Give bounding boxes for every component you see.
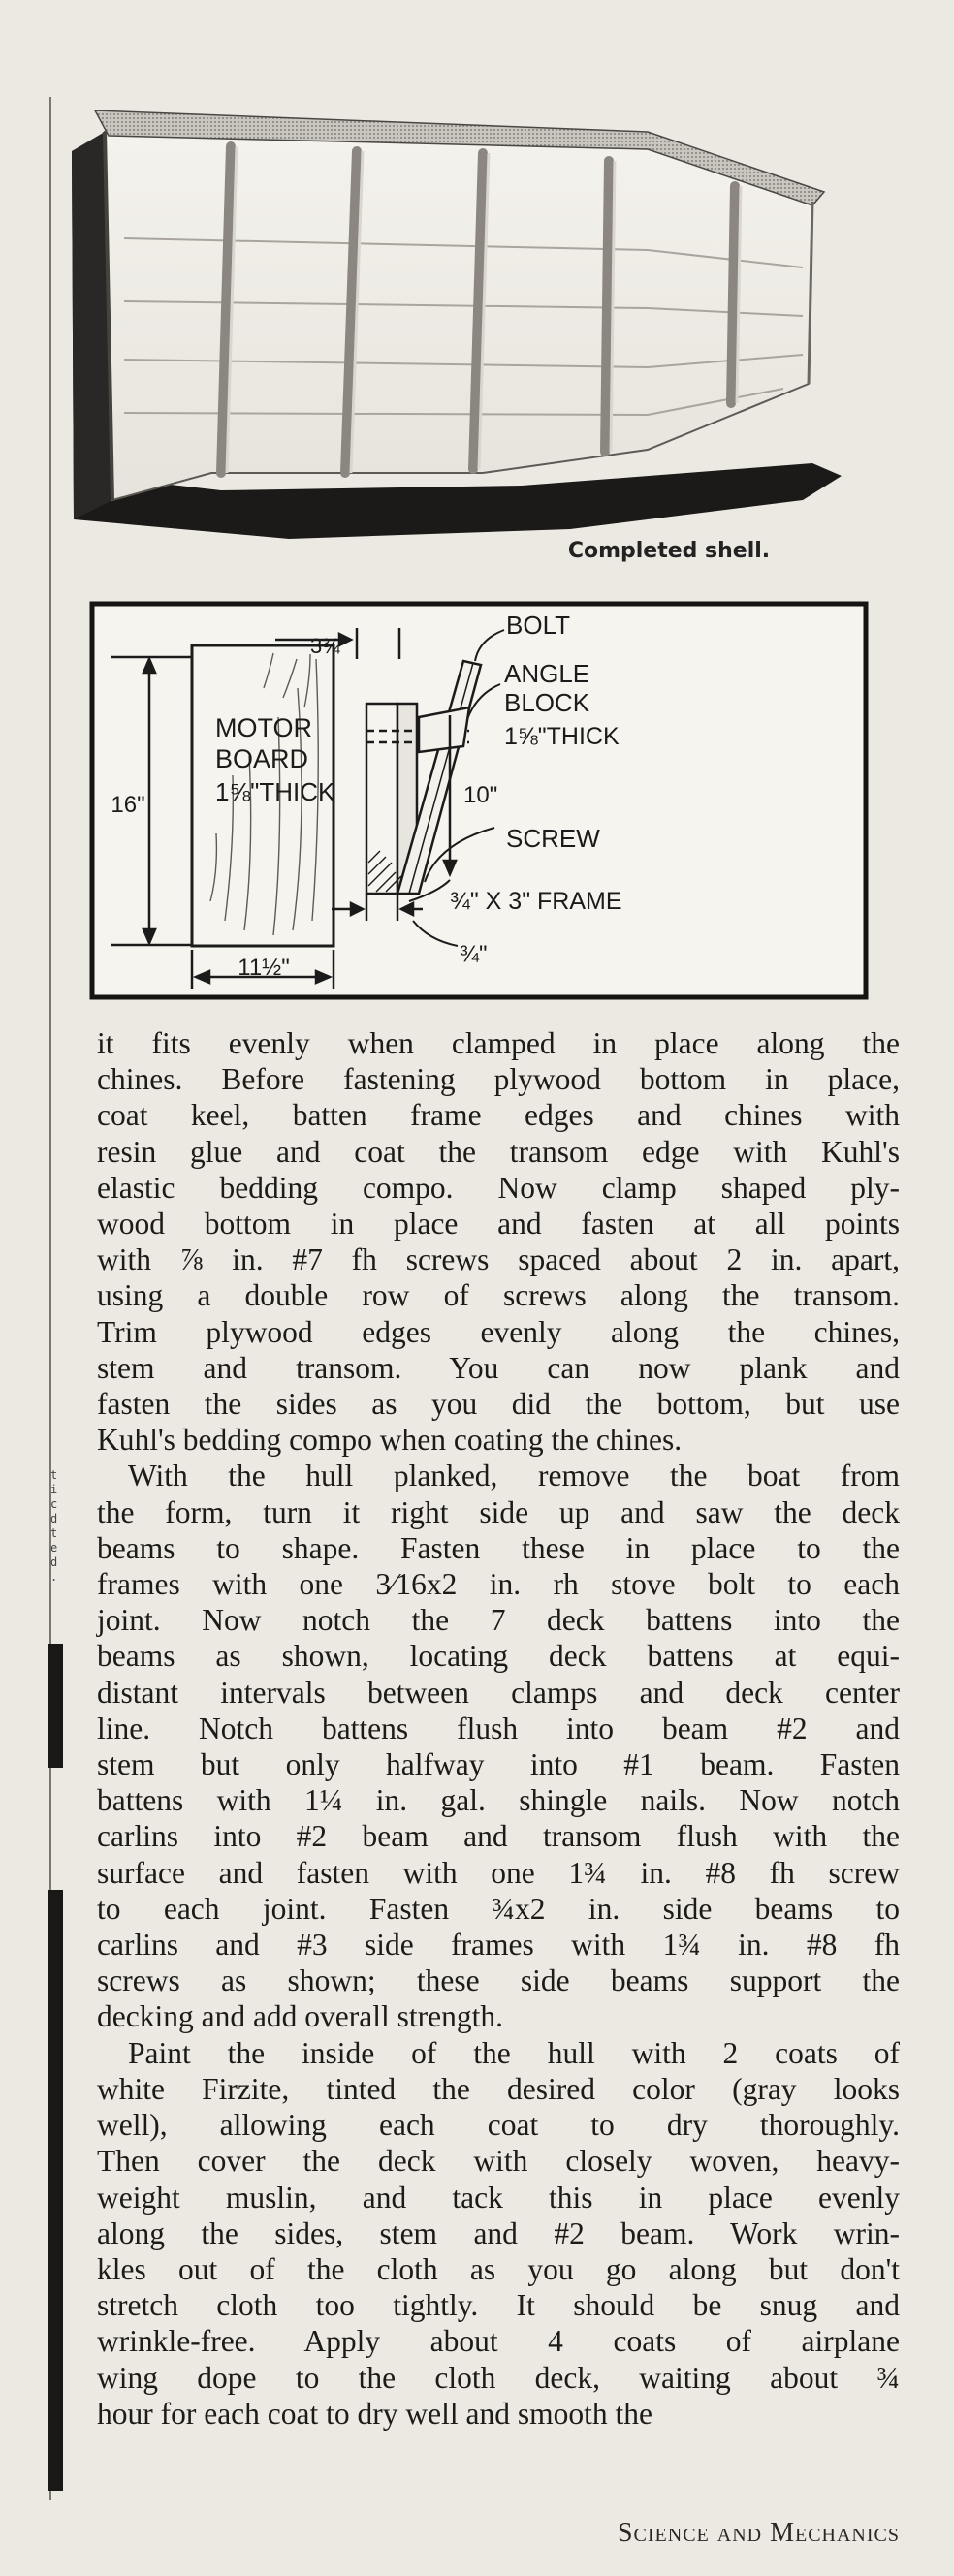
margin-char: e <box>50 1541 58 1555</box>
text-line: joint. Now notch the 7 deck battens into the <box>97 1603 900 1638</box>
text-line: chines. Before fastening plywood bottom in place, <box>97 1062 900 1097</box>
text-line: coat keel, batten frame edges and chines with <box>97 1098 900 1133</box>
text-line: white Firzite, tinted the desired color (gray looks <box>97 2071 900 2106</box>
screw-label: SCREW <box>506 824 600 853</box>
text-line: screws as shown; these side beams support the <box>97 1963 900 1998</box>
boat-shell-photo <box>66 93 880 549</box>
motor-board-label: BOARD <box>215 744 309 773</box>
text-line: distant intervals between clamps and deck center <box>97 1675 900 1710</box>
motor-board-thickness-label: 1⅝"THICK <box>215 777 335 806</box>
text-line: along the sides, stem and #2 beam. Work wrin- <box>97 2215 900 2250</box>
angle-block-thickness-label: 1⅝"THICK <box>504 723 620 750</box>
margin-bar <box>48 1644 63 1768</box>
text-line: well), allowing each coat to dry thoroughly. <box>97 2108 900 2143</box>
dim-width-label: 11½" <box>238 955 290 981</box>
text-line: weight muslin, and tack this in place evenly <box>97 2180 900 2215</box>
paragraph <box>97 2035 900 2432</box>
text-line: hour for each coat to dry well and smooth the <box>97 2396 652 2431</box>
text-line: stretch cloth too tightly. It should be snug and <box>97 2288 900 2323</box>
margin-char: d <box>50 1512 58 1525</box>
dim-height-label: 16" <box>111 792 145 818</box>
dim-10-label: 10" <box>463 782 498 808</box>
margin-char: i <box>50 1483 58 1496</box>
text-line: stem but only halfway into #1 beam. Fasten <box>97 1747 900 1782</box>
angle-block-label: ANGLE <box>504 659 590 688</box>
text-line: resin glue and coat the transom edge with Kuhl's <box>97 1134 900 1169</box>
article-body <box>97 1025 900 2432</box>
text-line: elastic bedding compo. Now clamp shaped ply- <box>97 1170 900 1205</box>
paragraph <box>97 1025 900 1458</box>
text-line: with ⅞ in. #7 fh screws spaced about 2 in. apart, <box>97 1242 900 1277</box>
text-line: the form, turn it right side up and saw the deck <box>97 1494 900 1529</box>
paragraph <box>97 1458 900 2034</box>
magazine-footer: Science and Mechanics <box>617 2518 900 2548</box>
text-line: With the hull planked, remove the boat from <box>128 1459 900 1493</box>
text-line: Paint the inside of the hull with 2 coats of <box>128 2035 900 2070</box>
text-line: beams to shape. Fasten these in place to the <box>97 1530 900 1565</box>
text-line: battens with 1¼ in. gal. shingle nails. Now notch <box>97 1783 900 1818</box>
text-line: carlins into #2 beam and transom flush with the <box>97 1819 900 1854</box>
bolt-label: BOLT <box>506 611 570 640</box>
frame-label: ¾" X 3" FRAME <box>450 888 622 915</box>
angle-block-label: BLOCK <box>504 688 590 717</box>
transom-diagram <box>89 601 869 1000</box>
text-line: line. Notch battens flush into beam #2 and <box>97 1711 900 1745</box>
text-line: surface and fasten with one 1¾ in. #8 fh screw <box>97 1855 900 1890</box>
text-line: frames with one 3⁄16x2 in. rh stove bolt to each <box>97 1567 900 1602</box>
text-line: using a double row of screws along the transom. <box>97 1278 900 1313</box>
text-line: Then cover the deck with closely woven, heavy- <box>97 2144 900 2179</box>
text-line: wrinkle-free. Apply about 4 coats of airplane <box>97 2324 900 2359</box>
text-line: Trim plywood edges evenly along the chines, <box>97 1314 900 1349</box>
margin-char: t <box>50 1468 58 1482</box>
text-line: kles out of the cloth as you go along but don't <box>97 2251 900 2286</box>
text-line: fasten the sides as you did the bottom, but use <box>97 1387 900 1422</box>
text-line: wood bottom in place and fasten at all points <box>97 1207 900 1241</box>
dim-top-label: 3¾" <box>310 634 348 658</box>
text-line: Kuhl's bedding compo when coating the chines. <box>97 1423 683 1458</box>
text-line: decking and add overall strength. <box>97 1999 503 2034</box>
text-line: carlins and #3 side frames with 1¾ in. #8 fh <box>97 1928 900 1963</box>
margin-char: c <box>50 1497 58 1511</box>
text-line: wing dope to the cloth deck, waiting about ¾ <box>97 2360 900 2395</box>
motor-board-label: MOTOR <box>215 713 312 742</box>
text-line: stem and transom. You can now plank and <box>97 1350 900 1385</box>
margin-bar <box>48 1890 63 2491</box>
margin-char: t <box>50 1526 58 1540</box>
text-line: to each joint. Fasten ¾x2 in. side beams to <box>97 1891 900 1926</box>
photo-caption: Completed shell. <box>567 539 771 563</box>
margin-text-fragment <box>50 1468 60 1585</box>
text-line: it fits evenly when clamped in place along the <box>97 1026 900 1060</box>
dim-bottom-label: ¾" <box>460 941 488 967</box>
text-line: beams as shown, locating deck battens at equi- <box>97 1639 900 1674</box>
margin-char: . <box>50 1570 58 1584</box>
margin-char: d <box>50 1555 58 1569</box>
